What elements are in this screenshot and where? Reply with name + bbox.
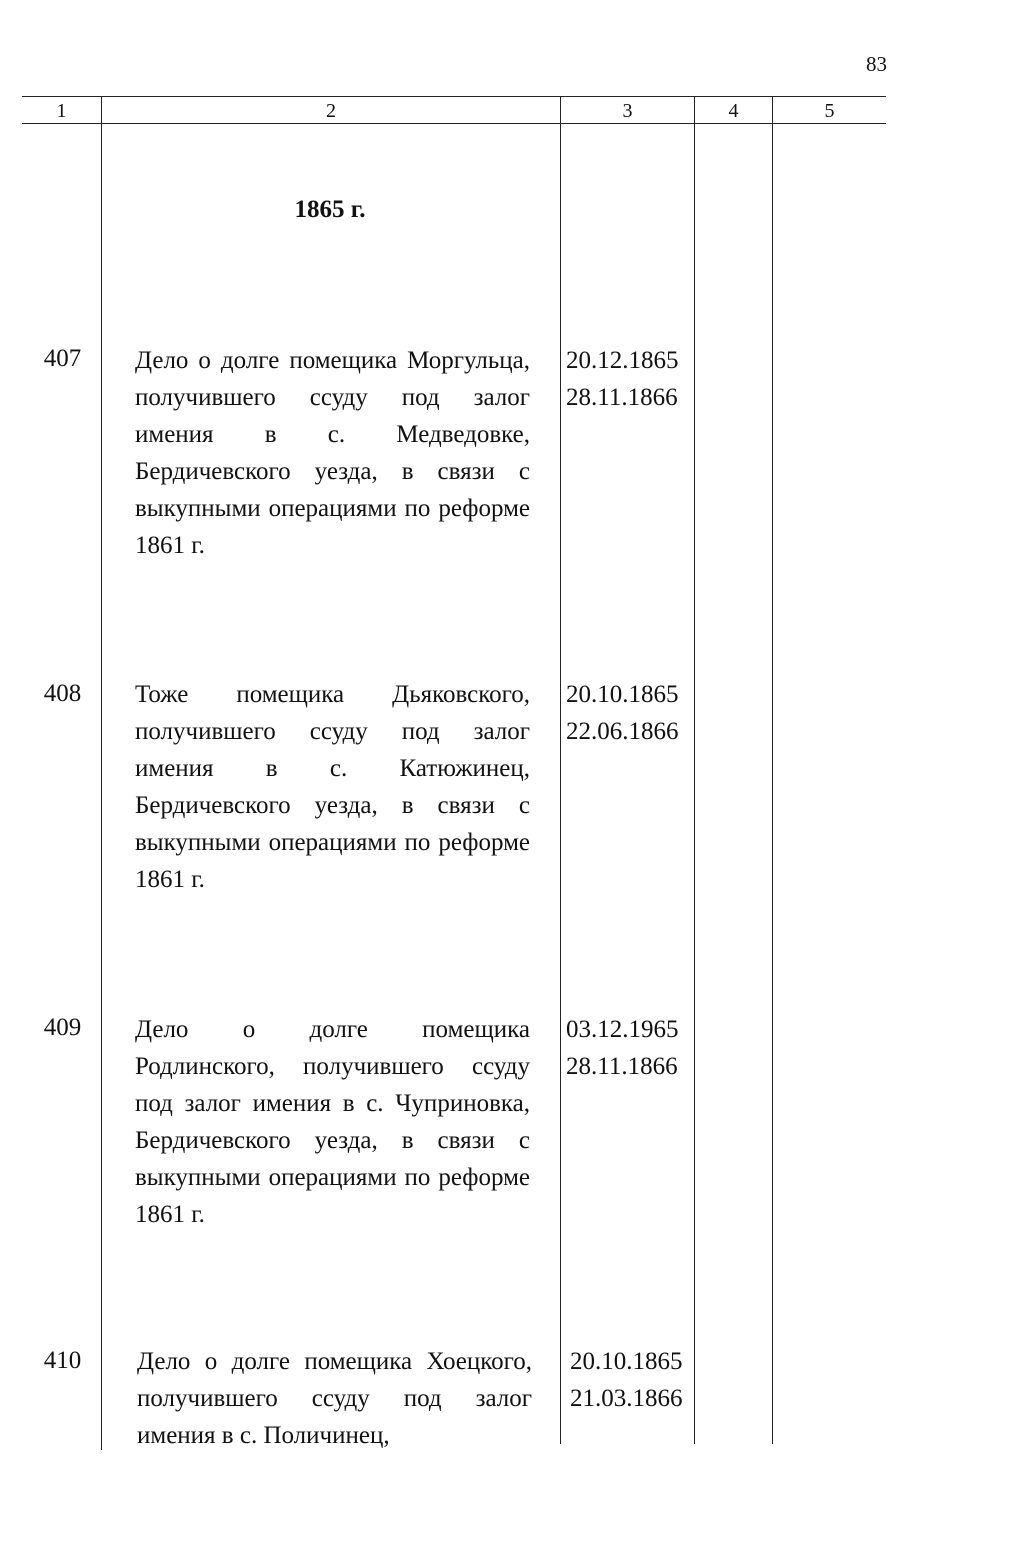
row-dates (566, 1011, 679, 1085)
row-description: Дело о долге помещика Хоецкого, получившего ссуду под залог имения в с. Поличинец, (137, 1348, 532, 1449)
column-divider-1 (101, 96, 102, 1450)
column-header-1: 1 (56, 100, 67, 122)
row-dates (570, 1343, 683, 1417)
column-header-5: 5 (824, 100, 835, 122)
column-divider-4 (772, 96, 773, 1444)
date-end: 21.03.1866 (570, 1385, 683, 1412)
row-description: Дело о долге помещика Моргульца, получившего ссуду под залог имения в с. Медведовке, Бердичевского уезда, в связи с выкупными операциями по реформе 1861 г. (135, 347, 530, 559)
date-end: 28.11.1866 (566, 1053, 678, 1080)
row-number: 407 (43, 345, 82, 372)
row-number: 410 (43, 1347, 82, 1374)
date-start: 20.12.1865 (566, 347, 679, 374)
section-year-heading: 1865 г. (294, 196, 366, 223)
page-number: 83 (866, 52, 887, 76)
date-start: 03.12.1965 (566, 1016, 679, 1043)
row-number: 408 (43, 680, 82, 707)
row-dates (566, 676, 679, 750)
row-description: Дело о долге помещика Родлинского, получившего ссуду под залог имения в с. Чуприновка, Бердичевского уезда, в связи с выкупными операциями по реформе 1861 г. (135, 1016, 530, 1228)
date-start: 20.10.1865 (566, 681, 679, 708)
table-top-rule (22, 96, 886, 97)
column-header-3: 3 (622, 100, 633, 122)
table-header-rule (22, 123, 886, 124)
date-end: 22.06.1866 (566, 718, 679, 745)
row-number: 409 (43, 1014, 82, 1041)
column-header-4: 4 (728, 100, 739, 122)
column-header-2: 2 (326, 100, 336, 122)
date-start: 20.10.1865 (570, 1348, 683, 1375)
row-description: Тоже помещика Дьяковского, получившего ссуду под залог имения в с. Катюжинец, Бердичевского уезда, в связи с выкупными операциями по реформе 1861 г. (135, 681, 530, 893)
column-divider-2 (560, 96, 561, 1444)
row-dates (566, 342, 679, 416)
column-divider-3 (694, 96, 695, 1444)
date-end: 28.11.1866 (566, 384, 678, 411)
